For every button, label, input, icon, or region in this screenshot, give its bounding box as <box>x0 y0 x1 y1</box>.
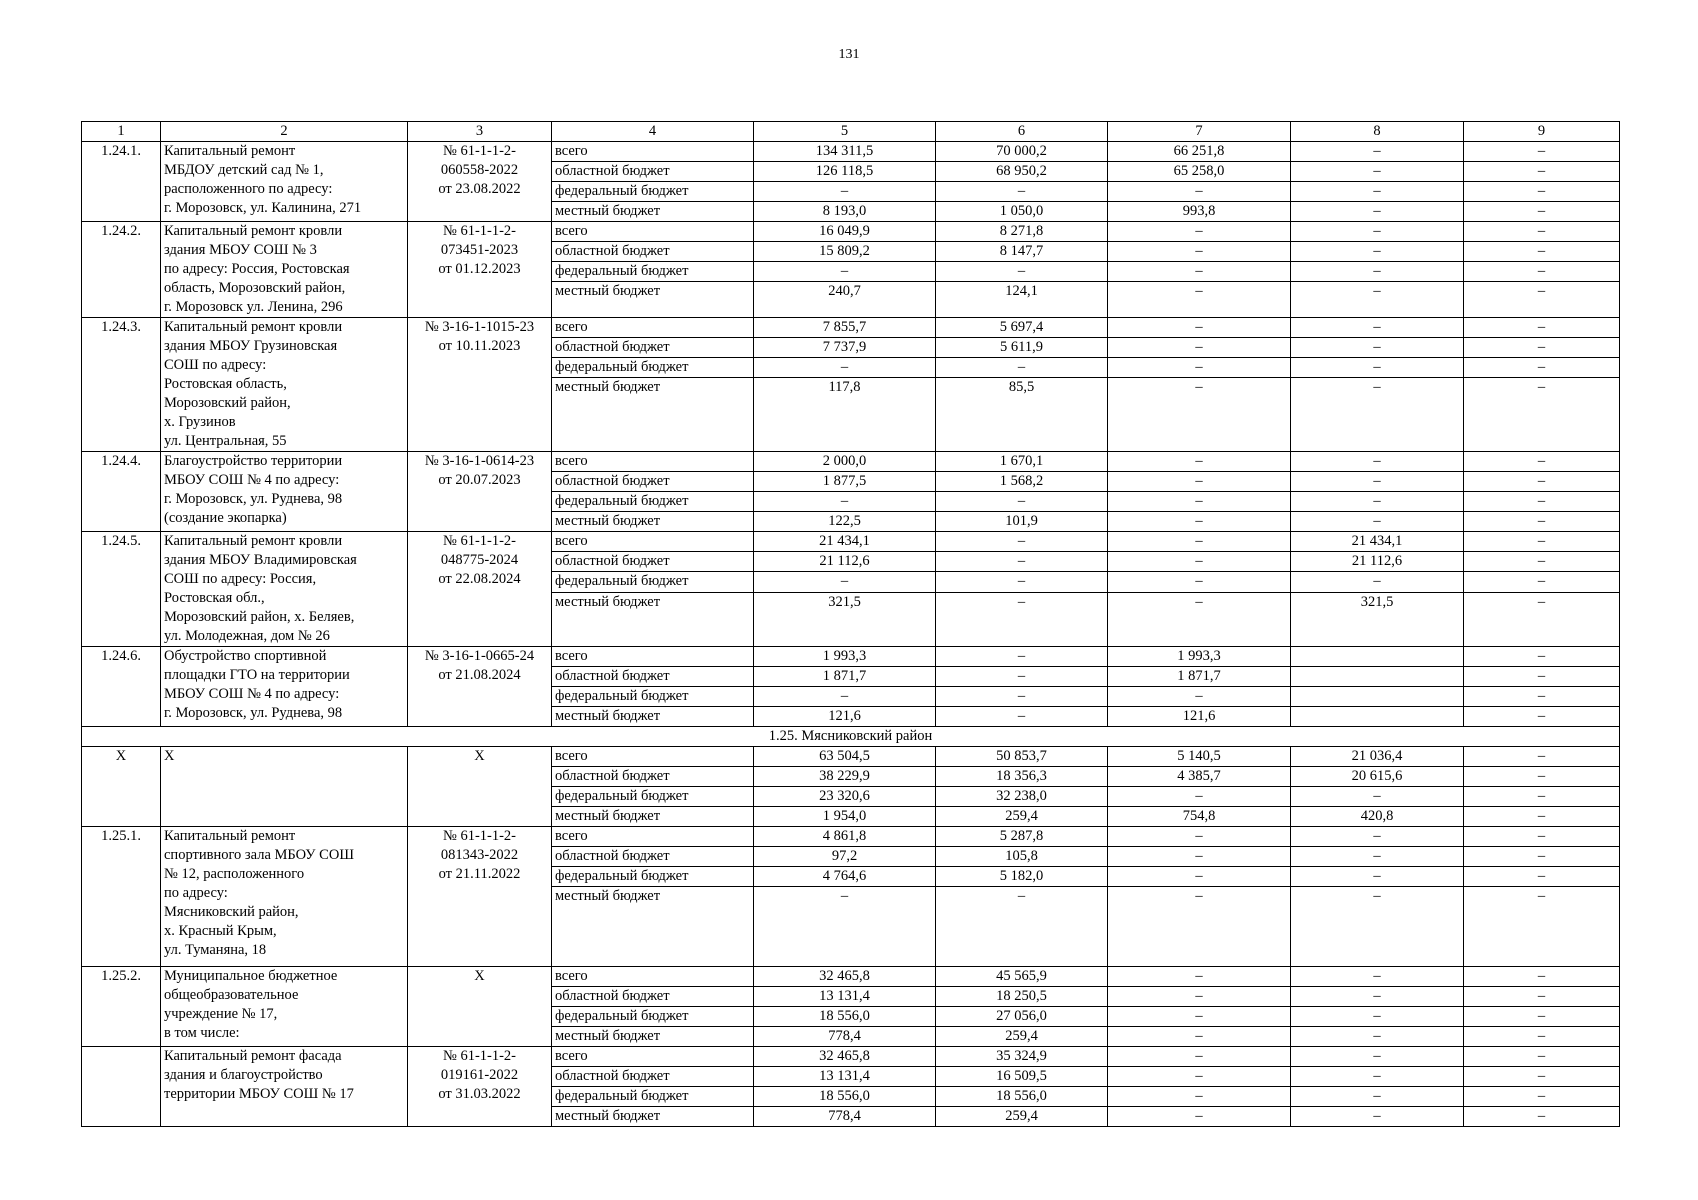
item-code: 1.24.3. <box>82 318 161 452</box>
amount-cell: – <box>1464 142 1620 162</box>
amount-cell: – <box>936 572 1108 592</box>
amount-cell: 7 855,7 <box>754 318 936 338</box>
item-description: Капитальный ремонт МБДОУ детский сад № 1, расположенного по адресу: г. Морозовск, ул. Калинина, 271 <box>161 142 408 222</box>
amount-cell: – <box>1291 222 1464 242</box>
item-code: 1.24.1. <box>82 142 161 222</box>
amount-cell: 45 565,9 <box>936 967 1108 987</box>
amount-cell: 16 049,9 <box>754 222 936 242</box>
funding-source-label: федеральный бюджет <box>552 262 754 282</box>
amount-cell: 32 465,8 <box>754 1047 936 1067</box>
amount-cell: 121,6 <box>1108 707 1291 727</box>
amount-cell: 15 809,2 <box>754 242 936 262</box>
project-documentation: № 61-1-1-2- 019161-2022 от 31.03.2022 <box>408 1047 552 1127</box>
funding-source-label: всего <box>552 222 754 242</box>
amount-cell: 20 615,6 <box>1291 767 1464 787</box>
amount-cell: – <box>1291 318 1464 338</box>
amount-cell: – <box>936 182 1108 202</box>
column-number: 7 <box>1108 122 1291 142</box>
amount-cell: – <box>754 572 936 592</box>
funding-source-label: местный бюджет <box>552 887 754 967</box>
funding-source-label: всего <box>552 452 754 472</box>
amount-cell: – <box>936 492 1108 512</box>
budget-table <box>81 121 1620 1127</box>
funding-source-label: областной бюджет <box>552 847 754 867</box>
amount-cell: 1 954,0 <box>754 807 936 827</box>
section-title: 1.25. Мясниковский район <box>82 727 1620 747</box>
amount-cell: 13 131,4 <box>754 1067 936 1087</box>
item-description: Капитальный ремонт фасада здания и благоустройство территории МБОУ СОШ № 17 <box>161 1047 408 1127</box>
amount-cell: 18 556,0 <box>754 1007 936 1027</box>
funding-source-label: всего <box>552 318 754 338</box>
page-number: 131 <box>838 47 860 62</box>
amount-cell: 13 131,4 <box>754 987 936 1007</box>
amount-cell: – <box>1108 282 1291 318</box>
amount-cell: – <box>1108 867 1291 887</box>
funding-source-label: местный бюджет <box>552 1027 754 1047</box>
funding-source-label: местный бюджет <box>552 1107 754 1127</box>
amount-cell: – <box>1108 687 1291 707</box>
column-number: 6 <box>936 122 1108 142</box>
amount-cell: – <box>1464 1087 1620 1107</box>
amount-cell: 1 877,5 <box>754 472 936 492</box>
item-description: Капитальный ремонт спортивного зала МБОУ СОШ № 12, расположенного по адресу: Мясниковский район, х. Красный Крым, ул. Туманяна, 18 <box>161 827 408 967</box>
amount-cell: – <box>1291 202 1464 222</box>
amount-cell: – <box>1291 967 1464 987</box>
amount-cell <box>1291 647 1464 667</box>
amount-cell: – <box>1108 182 1291 202</box>
amount-cell: – <box>1464 967 1620 987</box>
amount-cell: – <box>1464 747 1620 767</box>
item-code: 1.24.2. <box>82 222 161 318</box>
funding-source-label: областной бюджет <box>552 162 754 182</box>
project-documentation: № 61-1-1-2- 048775-2024 от 22.08.2024 <box>408 532 552 647</box>
amount-cell: 1 568,2 <box>936 472 1108 492</box>
amount-cell: – <box>936 358 1108 378</box>
amount-cell: – <box>936 687 1108 707</box>
item-description: Муниципальное бюджетное общеобразовательное учреждение № 17, в том числе: <box>161 967 408 1047</box>
funding-source-label: федеральный бюджет <box>552 572 754 592</box>
project-documentation: № 3-16-1-0614-23 от 20.07.2023 <box>408 452 552 532</box>
amount-cell: – <box>1464 987 1620 1007</box>
amount-cell: – <box>936 592 1108 646</box>
project-documentation: Х <box>408 747 552 827</box>
amount-cell: – <box>1464 1047 1620 1067</box>
amount-cell: – <box>1108 532 1291 552</box>
amount-cell: 259,4 <box>936 1107 1108 1127</box>
amount-cell: – <box>1464 647 1620 667</box>
amount-cell: 321,5 <box>1291 592 1464 646</box>
project-documentation: № 61-1-1-2- 060558-2022 от 23.08.2022 <box>408 142 552 222</box>
amount-cell: 105,8 <box>936 847 1108 867</box>
amount-cell: – <box>1291 492 1464 512</box>
funding-source-label: местный бюджет <box>552 202 754 222</box>
amount-cell: – <box>754 887 936 967</box>
amount-cell: – <box>1108 967 1291 987</box>
amount-cell: – <box>1291 1087 1464 1107</box>
amount-cell: – <box>754 182 936 202</box>
amount-cell: – <box>1464 378 1620 452</box>
amount-cell: – <box>1291 1107 1464 1127</box>
funding-source-label: федеральный бюджет <box>552 1007 754 1027</box>
amount-cell: – <box>1464 162 1620 182</box>
amount-cell: – <box>1464 222 1620 242</box>
amount-cell: – <box>1291 1067 1464 1087</box>
funding-source-label: всего <box>552 532 754 552</box>
amount-cell: – <box>1108 262 1291 282</box>
amount-cell: – <box>1464 338 1620 358</box>
amount-cell: – <box>1108 452 1291 472</box>
amount-cell: – <box>1464 687 1620 707</box>
amount-cell: 4 861,8 <box>754 827 936 847</box>
amount-cell: – <box>1464 512 1620 532</box>
amount-cell: 121,6 <box>754 707 936 727</box>
amount-cell: – <box>1291 1047 1464 1067</box>
amount-cell: – <box>1291 162 1464 182</box>
item-code: 1.25.1. <box>82 827 161 967</box>
amount-cell: 63 504,5 <box>754 747 936 767</box>
budget-row <box>82 1047 1620 1067</box>
amount-cell: – <box>1464 182 1620 202</box>
amount-cell: 18 556,0 <box>754 1087 936 1107</box>
amount-cell: – <box>1464 887 1620 967</box>
funding-source-label: областной бюджет <box>552 667 754 687</box>
column-number: 8 <box>1291 122 1464 142</box>
column-number: 5 <box>754 122 936 142</box>
amount-cell: 21 036,4 <box>1291 747 1464 767</box>
amount-cell: 5 697,4 <box>936 318 1108 338</box>
amount-cell: – <box>754 687 936 707</box>
funding-source-label: областной бюджет <box>552 472 754 492</box>
amount-cell: 38 229,9 <box>754 767 936 787</box>
funding-source-label: всего <box>552 747 754 767</box>
amount-cell: – <box>1108 1087 1291 1107</box>
amount-cell: 5 287,8 <box>936 827 1108 847</box>
amount-cell: – <box>1464 202 1620 222</box>
amount-cell: – <box>936 667 1108 687</box>
amount-cell: – <box>1108 847 1291 867</box>
amount-cell: – <box>1464 572 1620 592</box>
amount-cell: – <box>1464 1107 1620 1127</box>
amount-cell: – <box>1464 552 1620 572</box>
project-documentation: № 61-1-1-2- 081343-2022 от 21.11.2022 <box>408 827 552 967</box>
amount-cell: 35 324,9 <box>936 1047 1108 1067</box>
amount-cell: – <box>1464 472 1620 492</box>
amount-cell: 1 871,7 <box>754 667 936 687</box>
funding-source-label: областной бюджет <box>552 1067 754 1087</box>
amount-cell: – <box>1464 282 1620 318</box>
budget-row <box>82 747 1620 767</box>
amount-cell: – <box>1291 827 1464 847</box>
amount-cell: – <box>1108 242 1291 262</box>
amount-cell: – <box>1108 512 1291 532</box>
amount-cell: 21 434,1 <box>754 532 936 552</box>
amount-cell: 126 118,5 <box>754 162 936 182</box>
funding-source-label: федеральный бюджет <box>552 787 754 807</box>
funding-source-label: местный бюджет <box>552 282 754 318</box>
amount-cell: 259,4 <box>936 807 1108 827</box>
item-code: 1.24.4. <box>82 452 161 532</box>
amount-cell: – <box>936 647 1108 667</box>
funding-source-label: всего <box>552 967 754 987</box>
section-header-row <box>82 727 1620 747</box>
item-code: 1.24.5. <box>82 532 161 647</box>
amount-cell: – <box>1464 787 1620 807</box>
amount-cell: – <box>1464 807 1620 827</box>
amount-cell: 4 764,6 <box>754 867 936 887</box>
amount-cell: 8 193,0 <box>754 202 936 222</box>
amount-cell: – <box>1464 847 1620 867</box>
amount-cell: – <box>1464 358 1620 378</box>
item-description: Х <box>161 747 408 827</box>
amount-cell: – <box>1291 987 1464 1007</box>
amount-cell: – <box>1464 767 1620 787</box>
amount-cell: – <box>1291 472 1464 492</box>
amount-cell: 65 258,0 <box>1108 162 1291 182</box>
amount-cell: 1 050,0 <box>936 202 1108 222</box>
amount-cell: 101,9 <box>936 512 1108 532</box>
amount-cell: 420,8 <box>1291 807 1464 827</box>
project-documentation: № 3-16-1-1015-23 от 10.11.2023 <box>408 318 552 452</box>
amount-cell: – <box>1464 242 1620 262</box>
funding-source-label: федеральный бюджет <box>552 1087 754 1107</box>
amount-cell: – <box>1291 572 1464 592</box>
amount-cell: 21 112,6 <box>1291 552 1464 572</box>
amount-cell: – <box>1108 1007 1291 1027</box>
amount-cell: – <box>936 707 1108 727</box>
amount-cell: – <box>936 552 1108 572</box>
amount-cell: 4 385,7 <box>1108 767 1291 787</box>
amount-cell: – <box>936 262 1108 282</box>
funding-source-label: федеральный бюджет <box>552 182 754 202</box>
amount-cell: – <box>1108 552 1291 572</box>
amount-cell: 70 000,2 <box>936 142 1108 162</box>
amount-cell: 18 556,0 <box>936 1087 1108 1107</box>
amount-cell: 7 737,9 <box>754 338 936 358</box>
funding-source-label: областной бюджет <box>552 987 754 1007</box>
amount-cell: – <box>1108 1067 1291 1087</box>
amount-cell: 321,5 <box>754 592 936 646</box>
amount-cell: – <box>1108 318 1291 338</box>
amount-cell: – <box>1108 1047 1291 1067</box>
item-code: 1.24.6. <box>82 647 161 727</box>
column-number: 3 <box>408 122 552 142</box>
amount-cell: – <box>1108 887 1291 967</box>
amount-cell: 66 251,8 <box>1108 142 1291 162</box>
item-description: Обустройство спортивной площадки ГТО на территории МБОУ СОШ № 4 по адресу: г. Морозовск, ул. Руднева, 98 <box>161 647 408 727</box>
budget-row <box>82 452 1620 472</box>
amount-cell: – <box>1464 492 1620 512</box>
amount-cell: – <box>1108 1027 1291 1047</box>
funding-source-label: федеральный бюджет <box>552 687 754 707</box>
column-number: 1 <box>82 122 161 142</box>
amount-cell: 21 112,6 <box>754 552 936 572</box>
amount-cell: 85,5 <box>936 378 1108 452</box>
amount-cell: – <box>1291 847 1464 867</box>
amount-cell: 97,2 <box>754 847 936 867</box>
funding-source-label: местный бюджет <box>552 378 754 452</box>
amount-cell: – <box>1108 987 1291 1007</box>
amount-cell <box>1291 687 1464 707</box>
column-number-row <box>82 122 1620 142</box>
amount-cell: – <box>1291 358 1464 378</box>
amount-cell: – <box>1108 1107 1291 1127</box>
amount-cell: 778,4 <box>754 1107 936 1127</box>
amount-cell: 259,4 <box>936 1027 1108 1047</box>
amount-cell: 68 950,2 <box>936 162 1108 182</box>
project-documentation: № 3-16-1-0665-24 от 21.08.2024 <box>408 647 552 727</box>
funding-source-label: областной бюджет <box>552 767 754 787</box>
amount-cell: – <box>1464 1067 1620 1087</box>
funding-source-label: всего <box>552 142 754 162</box>
amount-cell: – <box>754 492 936 512</box>
amount-cell: – <box>1291 262 1464 282</box>
amount-cell: – <box>1108 472 1291 492</box>
item-code: Х <box>82 747 161 827</box>
budget-row <box>82 318 1620 338</box>
amount-cell: – <box>754 358 936 378</box>
funding-source-label: областной бюджет <box>552 552 754 572</box>
amount-cell: 18 250,5 <box>936 987 1108 1007</box>
amount-cell: 1 993,3 <box>754 647 936 667</box>
amount-cell: – <box>1464 667 1620 687</box>
amount-cell: 32 465,8 <box>754 967 936 987</box>
amount-cell: 8 271,8 <box>936 222 1108 242</box>
amount-cell: – <box>1291 512 1464 532</box>
amount-cell: – <box>936 532 1108 552</box>
amount-cell: 50 853,7 <box>936 747 1108 767</box>
amount-cell: 23 320,6 <box>754 787 936 807</box>
amount-cell <box>1291 667 1464 687</box>
budget-row <box>82 142 1620 162</box>
amount-cell: – <box>1108 572 1291 592</box>
amount-cell: – <box>1108 222 1291 242</box>
column-number: 2 <box>161 122 408 142</box>
funding-source-label: всего <box>552 1047 754 1067</box>
amount-cell: 5 140,5 <box>1108 747 1291 767</box>
item-description: Благоустройство территории МБОУ СОШ № 4 по адресу: г. Морозовск, ул. Руднева, 98 (создание экопарка) <box>161 452 408 532</box>
amount-cell: – <box>1464 707 1620 727</box>
amount-cell: 32 238,0 <box>936 787 1108 807</box>
funding-source-label: федеральный бюджет <box>552 358 754 378</box>
amount-cell: 124,1 <box>936 282 1108 318</box>
amount-cell: – <box>1108 358 1291 378</box>
amount-cell: – <box>1108 338 1291 358</box>
amount-cell: – <box>1291 887 1464 967</box>
amount-cell: – <box>1291 182 1464 202</box>
amount-cell: – <box>1291 787 1464 807</box>
project-documentation: № 61-1-1-2- 073451-2023 от 01.12.2023 <box>408 222 552 318</box>
amount-cell: 134 311,5 <box>754 142 936 162</box>
amount-cell: 778,4 <box>754 1027 936 1047</box>
funding-source-label: всего <box>552 827 754 847</box>
funding-source-label: областной бюджет <box>552 338 754 358</box>
amount-cell: – <box>1464 592 1620 646</box>
amount-cell: – <box>1464 318 1620 338</box>
amount-cell: – <box>1464 452 1620 472</box>
funding-source-label: местный бюджет <box>552 592 754 646</box>
budget-row <box>82 222 1620 242</box>
funding-source-label: местный бюджет <box>552 807 754 827</box>
budget-row <box>82 967 1620 987</box>
amount-cell: 993,8 <box>1108 202 1291 222</box>
amount-cell: – <box>1464 867 1620 887</box>
budget-row <box>82 647 1620 667</box>
amount-cell: – <box>1108 378 1291 452</box>
amount-cell: 754,8 <box>1108 807 1291 827</box>
funding-source-label: всего <box>552 647 754 667</box>
amount-cell: – <box>1108 492 1291 512</box>
column-number: 9 <box>1464 122 1620 142</box>
amount-cell: – <box>1291 378 1464 452</box>
item-code: 1.25.2. <box>82 967 161 1047</box>
funding-source-label: областной бюджет <box>552 242 754 262</box>
amount-cell: – <box>1464 262 1620 282</box>
amount-cell: – <box>1291 282 1464 318</box>
item-description: Капитальный ремонт кровли здания МБОУ Грузиновская СОШ по адресу: Ростовская область, Морозовский район, х. Грузинов ул. Центральная, 55 <box>161 318 408 452</box>
amount-cell: – <box>1464 532 1620 552</box>
project-documentation: Х <box>408 967 552 1047</box>
amount-cell: – <box>1291 1007 1464 1027</box>
amount-cell: 21 434,1 <box>1291 532 1464 552</box>
budget-row <box>82 827 1620 847</box>
amount-cell: – <box>1464 1007 1620 1027</box>
budget-row <box>82 532 1620 552</box>
funding-source-label: местный бюджет <box>552 512 754 532</box>
amount-cell: – <box>1464 827 1620 847</box>
amount-cell: – <box>1291 867 1464 887</box>
amount-cell: – <box>936 887 1108 967</box>
amount-cell: – <box>1291 452 1464 472</box>
column-number: 4 <box>552 122 754 142</box>
funding-source-label: федеральный бюджет <box>552 492 754 512</box>
funding-source-label: местный бюджет <box>552 707 754 727</box>
amount-cell: – <box>1464 1027 1620 1047</box>
amount-cell: – <box>1291 338 1464 358</box>
amount-cell: 16 509,5 <box>936 1067 1108 1087</box>
amount-cell: 18 356,3 <box>936 767 1108 787</box>
amount-cell: 1 670,1 <box>936 452 1108 472</box>
amount-cell: 1 871,7 <box>1108 667 1291 687</box>
amount-cell: 117,8 <box>754 378 936 452</box>
item-code <box>82 1047 161 1127</box>
amount-cell: 1 993,3 <box>1108 647 1291 667</box>
amount-cell: 8 147,7 <box>936 242 1108 262</box>
amount-cell: – <box>1108 592 1291 646</box>
amount-cell: 27 056,0 <box>936 1007 1108 1027</box>
amount-cell: – <box>1108 827 1291 847</box>
item-description: Капитальный ремонт кровли здания МБОУ Владимировская СОШ по адресу: Россия, Ростовская обл., Морозовский район, х. Беляев, ул. Молодежная, дом № 26 <box>161 532 408 647</box>
amount-cell: 5 182,0 <box>936 867 1108 887</box>
amount-cell: – <box>1291 1027 1464 1047</box>
amount-cell: – <box>754 262 936 282</box>
amount-cell: 5 611,9 <box>936 338 1108 358</box>
amount-cell: 240,7 <box>754 282 936 318</box>
item-description: Капитальный ремонт кровли здания МБОУ СОШ № 3 по адресу: Россия, Ростовская область, Морозовский район, г. Морозовск ул. Ленина, 296 <box>161 222 408 318</box>
amount-cell: 2 000,0 <box>754 452 936 472</box>
funding-source-label: федеральный бюджет <box>552 867 754 887</box>
amount-cell: – <box>1291 242 1464 262</box>
amount-cell: 122,5 <box>754 512 936 532</box>
amount-cell: – <box>1291 142 1464 162</box>
amount-cell <box>1291 707 1464 727</box>
amount-cell: – <box>1108 787 1291 807</box>
